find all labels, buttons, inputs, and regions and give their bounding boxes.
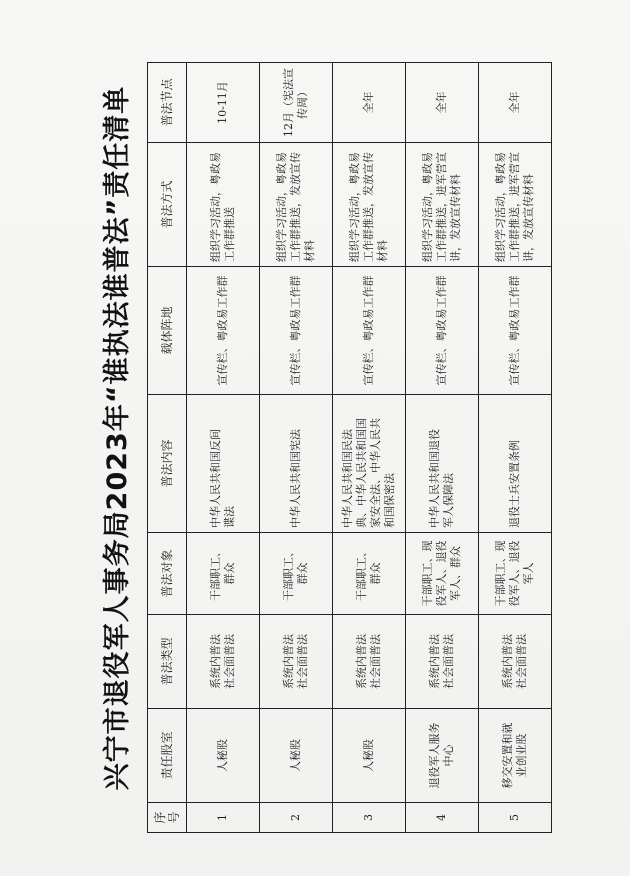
table-cell: 4 (406, 803, 479, 833)
table-cell: 退役军人服务 中心 (406, 709, 479, 803)
column-header: 普法方式 (148, 143, 187, 267)
table-cell: 12月（宪法宣 传周） (260, 63, 333, 143)
responsibility-table (147, 62, 552, 833)
column-header: 普法对象 (148, 533, 187, 615)
column-header: 责任股室 (148, 709, 187, 803)
table-cell: 组织学习活动，粤政易 工作群推送，进军营宣 讲，发放宣传材料 (406, 143, 479, 267)
table-cell: 宣传栏、粤政易工作群 (406, 267, 479, 395)
table-cell: 干部职工、现 役军人、退役 军人、群众 (406, 533, 479, 615)
table-cell: 中华人民共和国宪法 (260, 395, 333, 533)
column-header: 普法内容 (148, 395, 187, 533)
table-cell: 系统内普法 社会面普法 (260, 615, 333, 709)
table-cell: 宣传栏、粤政易工作群 (187, 267, 260, 395)
table-cell: 人秘股 (187, 709, 260, 803)
table-body (187, 63, 552, 833)
table-cell: 宣传栏、粤政易工作群 (479, 267, 552, 395)
table-cell: 组织学习活动，粤政易 工作群推送，发放宣传 材料 (260, 143, 333, 267)
table-cell: 1 (187, 803, 260, 833)
table-cell: 干部职工、现 役军人、退役 军人 (479, 533, 552, 615)
table-row (333, 63, 406, 833)
table-row (479, 63, 552, 833)
table-cell: 中华人民共和国反间 谍法 (187, 395, 260, 533)
table-row (187, 63, 260, 833)
column-header: 序号 (148, 803, 187, 833)
table-cell: 系统内普法 社会面普法 (479, 615, 552, 709)
document-title: 兴宁市退役军人事务局2023年“谁执法谁普法”责任清单 (102, 85, 133, 791)
table-cell: 中华人民共和国退役 军人保障法 (406, 395, 479, 533)
table-cell: 系统内普法 社会面普法 (333, 615, 406, 709)
column-header: 普法节点 (148, 63, 187, 143)
table-header-row (148, 63, 187, 833)
table-cell: 全年 (406, 63, 479, 143)
table-cell: 系统内普法 社会面普法 (187, 615, 260, 709)
table-cell: 宣传栏、粤政易工作群 (260, 267, 333, 395)
table-cell: 干部职工、 群众 (333, 533, 406, 615)
table-cell: 10-11月 (187, 63, 260, 143)
table-cell: 干部职工、 群众 (187, 533, 260, 615)
table-cell: 人秘股 (333, 709, 406, 803)
table-cell: 系统内普法 社会面普法 (406, 615, 479, 709)
table-row (260, 63, 333, 833)
table-cell: 中华人民共和国民法 典、中华人民共和国国 家安全法、中华人民共 和国保密法 (333, 395, 406, 533)
table-cell: 干部职工、 群众 (260, 533, 333, 615)
rotated-document (55, 23, 575, 853)
table-cell: 移交安置和就 业创业股 (479, 709, 552, 803)
table-cell: 2 (260, 803, 333, 833)
table-cell: 组织学习活动，粤政易 工作群推送，发放宣传 材料 (333, 143, 406, 267)
table-cell: 3 (333, 803, 406, 833)
table-cell: 宣传栏、粤政易工作群 (333, 267, 406, 395)
table-cell: 组织学习活动，粤政易 工作群推送 (187, 143, 260, 267)
table-cell: 全年 (333, 63, 406, 143)
table-cell: 组织学习活动，粤政易 工作群推送，进军营宣 讲，发放宣传材料 (479, 143, 552, 267)
column-header: 载体阵地 (148, 267, 187, 395)
table-cell: 全年 (479, 63, 552, 143)
column-header: 普法类型 (148, 615, 187, 709)
table-cell: 退役士兵安置条例 (479, 395, 552, 533)
table-cell: 人秘股 (260, 709, 333, 803)
table-row (406, 63, 479, 833)
table-cell: 5 (479, 803, 552, 833)
